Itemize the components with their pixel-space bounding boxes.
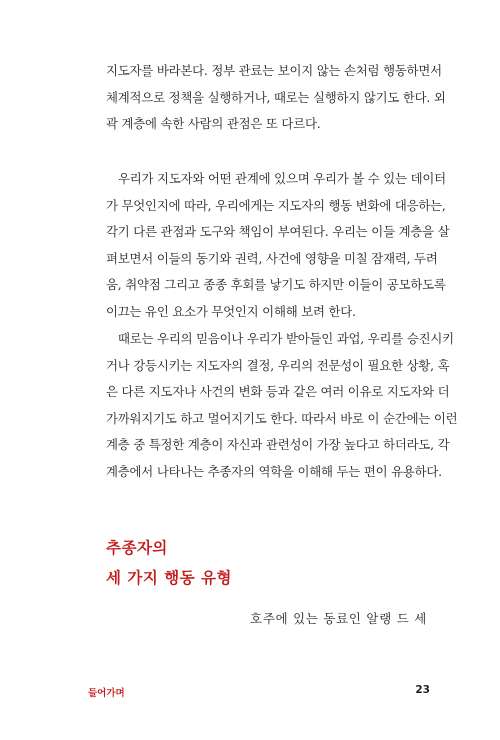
text-line: 이끄는 유인 요소가 무엇인지 이해해 보려 한다. <box>106 303 356 319</box>
text-line: 각기 다른 관점과 도구와 책임이 부여된다. 우리는 이들 계층을 살 <box>106 224 450 240</box>
attribution-line: 호주에 있는 동료인 알랭 드 세 <box>250 611 427 626</box>
text-line: 때로는 우리의 믿음이나 우리가 받아들인 과업, 우리를 승진시키 <box>118 331 454 346</box>
text-line: 계층에서 나타나는 추종자의 역학을 이해해 두는 편이 유용하다. <box>106 463 442 479</box>
text-line: 움, 취약점 그리고 종종 후회를 낳기도 하지만 이들이 공모하도록 <box>106 277 446 293</box>
text-line: 거나 강등시키는 지도자의 결정, 우리의 전문성이 필요한 상황, 혹 <box>106 357 450 373</box>
section-heading-line-1: 추종자의 <box>106 539 168 557</box>
text-line: 가까워지기도 하고 멀어지기도 한다. 따라서 바로 이 순간에는 이런 <box>106 410 458 426</box>
paragraph-2 <box>106 166 450 326</box>
text-line: 곽 계층에 속한 사람의 관점은 또 다르다. <box>106 116 321 132</box>
paragraph-1 <box>106 58 446 138</box>
running-head: 들어가며 <box>88 688 125 699</box>
section-heading-line-2: 세 가지 행동 유형 <box>106 569 233 587</box>
text-line: 은 다른 지도자나 사건의 변화 등과 같은 여러 이유로 지도자와 더 <box>106 384 450 400</box>
text-line: 체계적으로 정책을 실행하거나, 때로는 실행하지 않기도 한다. 외 <box>106 89 446 105</box>
section-heading <box>106 533 232 593</box>
text-line: 가 무엇인지에 따라, 우리에게는 지도자의 행동 변화에 대응하는, <box>106 197 446 213</box>
paragraph-3 <box>106 326 458 486</box>
text-line: 우리가 지도자와 어떤 관계에 있으며 우리가 볼 수 있는 데이터 <box>118 171 446 186</box>
text-line: 펴보면서 이들의 동기와 권력, 사건에 영향을 미칠 잠재력, 두려 <box>106 250 438 266</box>
page-number: 23 <box>415 684 430 696</box>
text-line: 지도자를 바라본다. 정부 관료는 보이지 않는 손처럼 행동하면서 <box>106 63 442 78</box>
text-line: 계층 중 특정한 계층이 자신과 관련성이 가장 높다고 하더라도, 각 <box>106 437 450 453</box>
